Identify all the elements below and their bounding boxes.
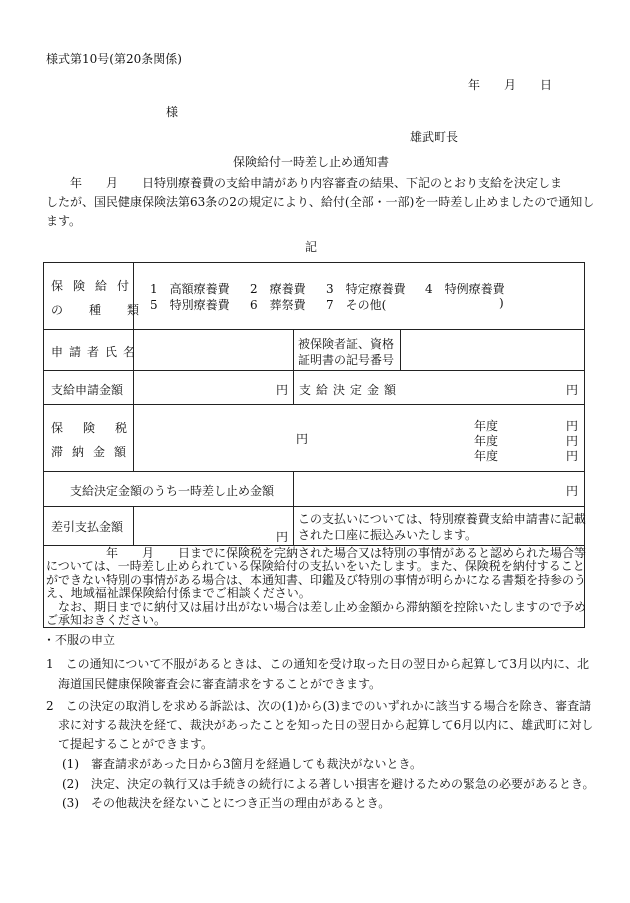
appeal-line: 海道国民健康保険審査会に審査請求をすることができます。 xyxy=(46,677,382,691)
table-border xyxy=(43,506,584,507)
applicant-name-label: 申請者氏名 xyxy=(51,345,142,359)
appeal-sub-items xyxy=(62,755,595,814)
table-border xyxy=(43,262,44,628)
yen-unit: 円 xyxy=(566,484,579,498)
insured-cert-label: 被保険者証、資格 xyxy=(298,337,395,351)
appeal-heading: ・不服の申立 xyxy=(43,633,116,647)
fiscal-year-label: 年度 xyxy=(474,419,499,433)
yen-unit: 円 xyxy=(276,383,289,397)
document-title: 保険給付一時差し止め通知書 xyxy=(233,155,390,169)
table-border xyxy=(43,404,584,405)
yen-unit: 円 xyxy=(566,434,579,448)
appeal-line: 1 この通知について不服があるときは、この通知を受け取った日の翌日から起算して3月以内に、北 xyxy=(46,657,590,671)
benefit-type-label: 保険給付 xyxy=(51,279,140,293)
appeal-item-1 xyxy=(46,654,589,694)
benefit-type-label: の種類 xyxy=(51,303,166,317)
appeal-sub-item: (2) 決定、決定の執行又は手続きの続行による著しい損害を避けるための緊急の必要があるとき。 xyxy=(62,776,595,791)
appeal-sub-item: (1) 審査請求があった日から3箇月を経過しても裁決がないとき。 xyxy=(62,757,423,771)
tax-label: 滞納金額 xyxy=(51,445,136,459)
fiscal-year-label: 年度 xyxy=(474,449,499,463)
table-border xyxy=(43,370,584,371)
withheld-amount-label: 支給決定金額のうち一時差し止め金額 xyxy=(70,484,275,498)
net-payment-label: 差引支払金額 xyxy=(51,520,124,534)
notice-line: え、地域福祉課保険給付係までご相談ください。 xyxy=(46,586,311,601)
payment-note: された口座に振込みいたします。 xyxy=(298,528,478,542)
intro-line: 年 月 日特別療養費の支給申請があり内容審査の結果、下記のとおり支給を決定しま xyxy=(46,176,563,190)
benefit-option: 6 葬祭費 xyxy=(250,298,306,312)
appeal-item-2 xyxy=(46,697,593,754)
notice-line: ご承知おきください。 xyxy=(46,613,167,628)
notice-line: ができない特別の事情がある場合は、本通知書、印鑑及び特別の事情が明らかになる書類を持参のう xyxy=(46,572,587,587)
yen-unit: 円 xyxy=(566,383,579,397)
intro-paragraph xyxy=(46,174,594,231)
benefit-option: 2 療養費 xyxy=(250,282,306,296)
benefit-option: 7 その他( xyxy=(326,298,387,312)
notice-line: については、一時差し止められている保険給付の支払いをいたします。また、保険税を納付すること xyxy=(46,559,585,574)
benefit-option-close: ) xyxy=(499,296,504,310)
application-amount-label: 支給申請金額 xyxy=(51,383,124,397)
table-border xyxy=(293,471,294,545)
fiscal-year-label: 年度 xyxy=(474,434,499,448)
issuer: 雄武町長 xyxy=(410,130,459,144)
payment-note: この支払いについては、特別療養費支給申請書に記載 xyxy=(298,512,586,526)
yen-unit: 円 xyxy=(566,449,579,463)
notice-line: なお、期日までに納付又は届け出がない場合は差し止め金額から滞納額を控除いたしますので予め xyxy=(46,599,587,614)
form-number: 様式第10号(第20条関係) xyxy=(46,52,182,66)
intro-line: したが、国民健康保険法第63条の2の規定により、給付(全部・一部)を一時差し止めましたので通知し xyxy=(46,195,595,209)
ki-heading: 記 xyxy=(305,240,318,254)
appeal-line: て提起することができます。 xyxy=(46,737,214,751)
table-border xyxy=(400,329,401,370)
table-border xyxy=(293,329,294,404)
benefit-option: 5 特別療養費 xyxy=(150,298,230,312)
table-border xyxy=(133,506,134,545)
table-border xyxy=(43,471,584,472)
addressee-suffix: 様 xyxy=(166,105,179,119)
intro-line: ます。 xyxy=(46,214,82,228)
table-border xyxy=(43,262,584,263)
appeal-line: 求に対する裁決を経て、裁決があったことを知った日の翌日から起算して6月以内に、雄武町に対し xyxy=(46,718,594,732)
decision-amount-label: 支給決定金額 xyxy=(299,383,402,397)
benefit-option: 4 特例療養費 xyxy=(425,282,505,296)
appeal-line: 2 この決定の取消しを求める訴訟は、次の(1)から(3)までのいずれかに該当する場合を除き、審査請 xyxy=(46,699,592,713)
appeal-sub-item: (3) その他裁決を経ないことにつき正当の理由があるとき。 xyxy=(62,796,391,810)
notice-paragraph xyxy=(46,547,586,627)
benefit-option: 3 特定療養費 xyxy=(326,282,406,296)
yen-unit: 円 xyxy=(296,432,309,446)
notice-line: 年 月 日までに保険税を完納された場合又は特別の事情があると認められた場合等 xyxy=(46,546,587,560)
tax-label: 保険税 xyxy=(51,421,148,435)
table-border xyxy=(43,329,584,330)
benefit-option: 1 高額療養費 xyxy=(150,282,230,296)
yen-unit: 円 xyxy=(566,419,579,433)
insured-cert-label: 証明書の記号番号 xyxy=(298,353,395,367)
yen-unit: 円 xyxy=(276,530,289,544)
date-line: 年 月 日 xyxy=(468,78,553,92)
